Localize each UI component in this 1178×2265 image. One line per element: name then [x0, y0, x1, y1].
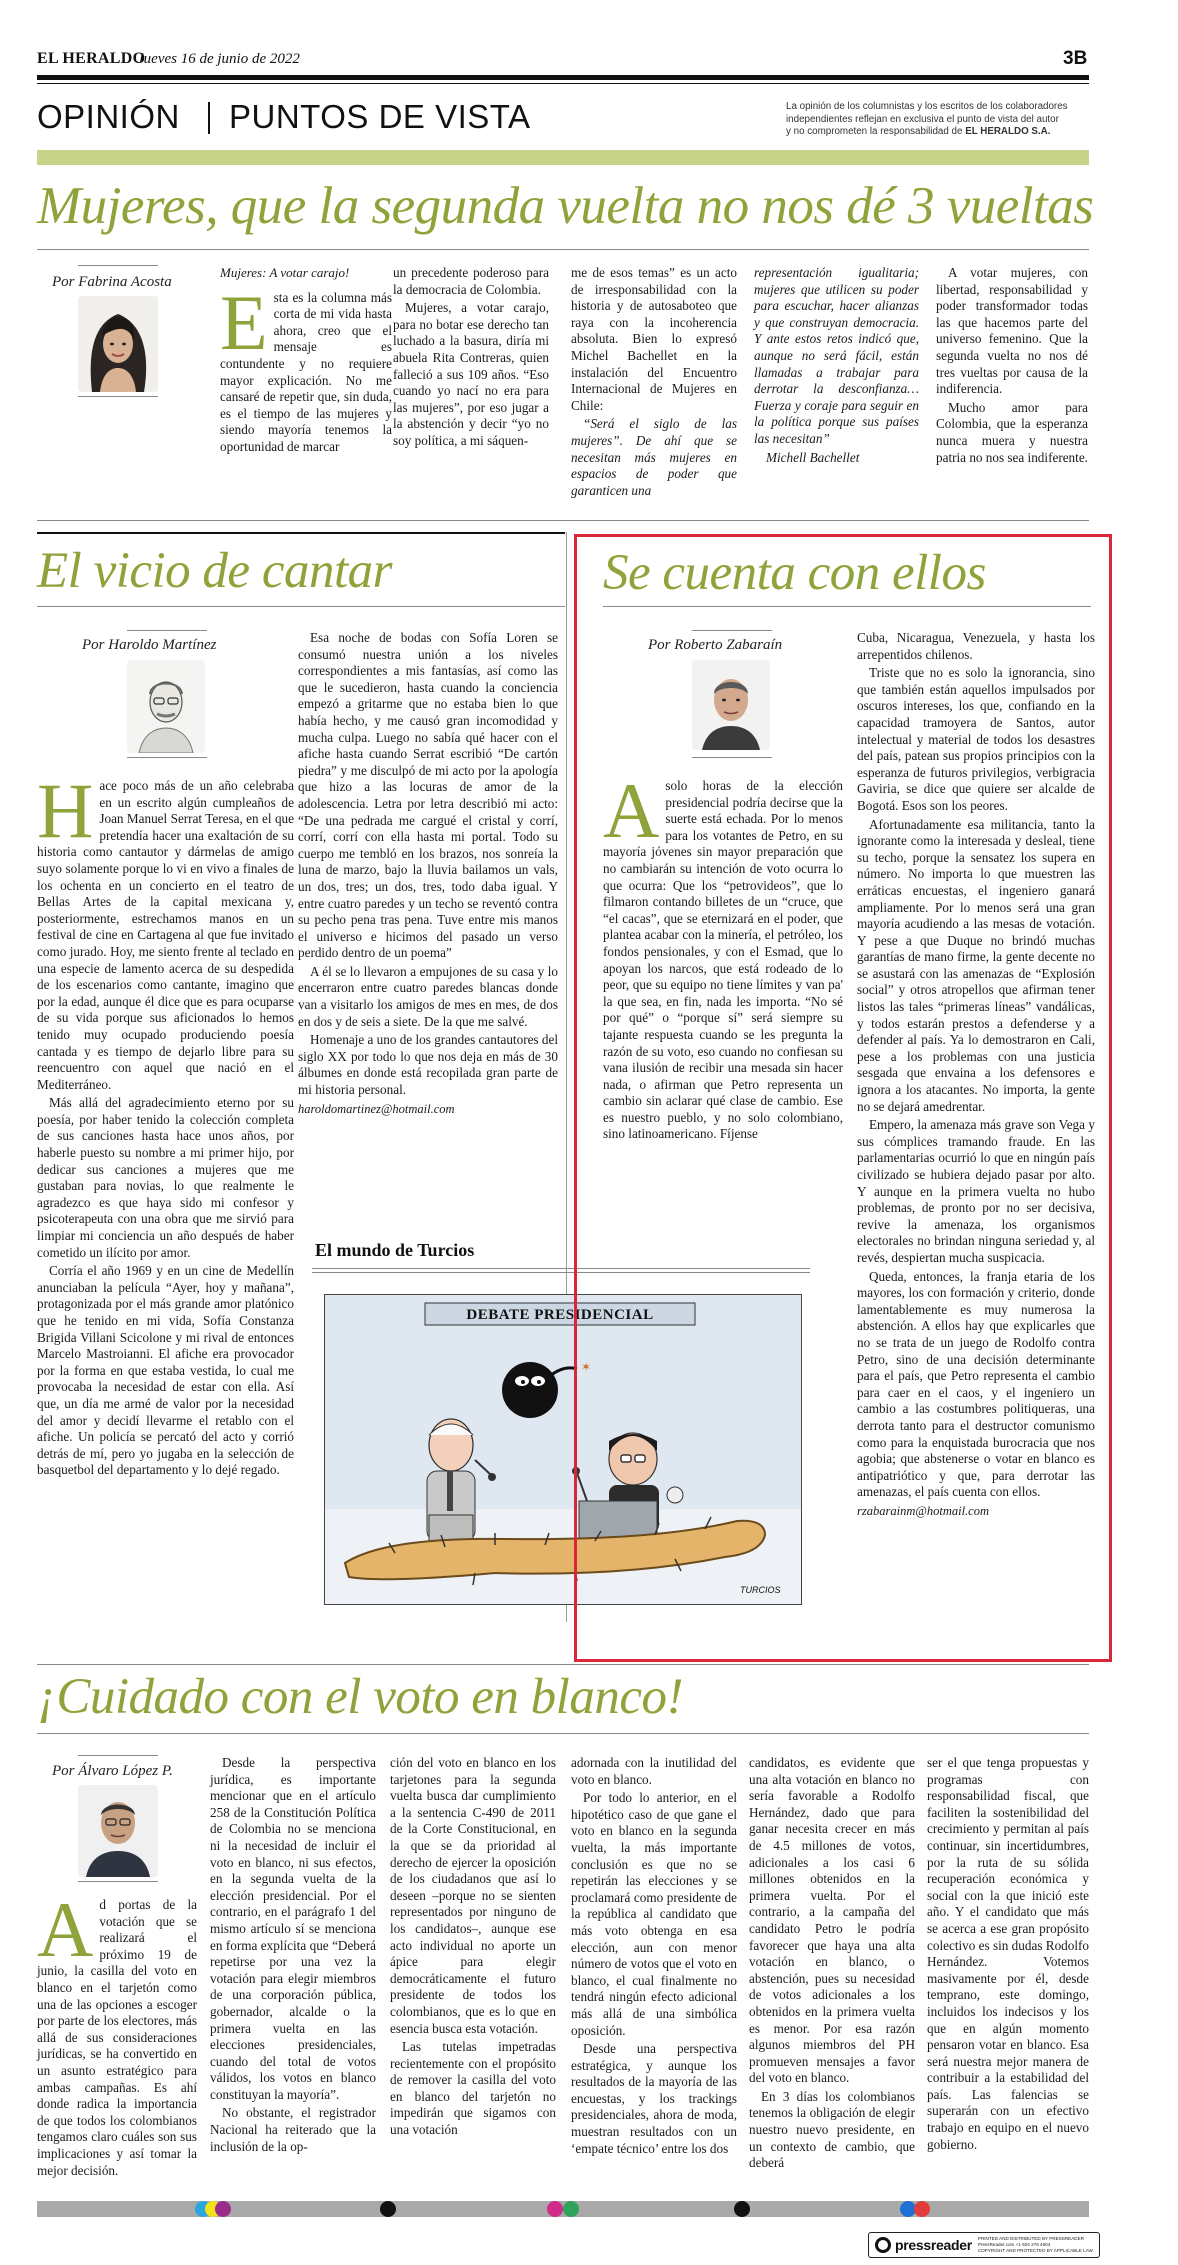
article4-col3-text-a: ción del voto en blanco en los tarjetones para la segunda vuelta busca dar cumplimiento a la sentencia C-490 de 2011 de la Corte Constitucional, en la que se da prioridad al derecho de ejercer la oposición de los ciudadanos que así lo deseen –porque no se sienten representados por ninguno de los candidatos–, aunque ese acto individual no aporte un ápice para elegir democráticamente el futuro presidente de todos los colombianos, que es lo que en esencia busca esta votación.: [390, 1755, 556, 2036]
article1-col5: [936, 265, 1088, 468]
article4-col5-text-b: En 3 días los colombianos tenemos la obligación de elegir nuestro nuevo presidente, en un contexto de cambio, que deberá: [749, 2088, 915, 2171]
article1-col2: [393, 265, 549, 452]
registration-dot-black-2: [734, 2201, 750, 2217]
article4-photo-rule: [78, 1881, 158, 1882]
article2-photo-rule: [127, 757, 207, 758]
article2-headline: El vicio de cantar: [37, 543, 392, 599]
page-number: 3B: [1063, 48, 1088, 69]
article1-col2-text-b: Mujeres, a votar carajo, para no botar ese derecho tan luchado a la basura, diría mi abuela Rita Contreras, quien falleció a sus 109 años. “Eso cuando yo nací no era para las mujeres”, por eso jugar a la abstención y decir “yo no soy política, a mi sáquen-: [393, 300, 549, 448]
article4-col5-text-a: candidatos, es evidente que una alta votación en blanco no sería favorable a Rodolfo Hernández, dado que para ganar necesita crecer en más de 4.5 millones de votos, adicionales a los casi 6 millones obtenidos en la primera vuelta. Por el contrario, a la campaña del candidato Petro le podría favorecer que haya una alta votación en blanco, o abstención, pues su necesidad de votos adicionales a los obtenidos en la primera vuelta es menor. Por esa razón algunos miembros del PH promueven mensajes a favor del voto en blanco.: [749, 1755, 915, 2086]
article4-col2-text-a: Desde la perspectiva jurídica, es importante mencionar que en el artículo 258 de la Constitución Política de Colombia no se menciona ni la necesidad de incluir el voto en blanco, ni sus efectos, en la segunda vuelta de la elección presidencial. Por el contrario, en el parágrafo 1 del mismo artículo sí se menciona en forma explícita que “Deberá repetirse por una vez la votación para elegir miembros de una corporación pública, gobernador, alcalde o la primera vuelta en las elecciones presidenciales, cuando del total de votos válidos, los votos en blanco constituyan la mayoría”.: [210, 1755, 376, 2102]
article3-byline-rule-top: [692, 630, 772, 631]
article4-col3: [390, 1755, 556, 2141]
article2-byline-rule-top: [127, 630, 207, 631]
woman-portrait-icon: [78, 296, 158, 392]
article1-dropcap: E: [220, 278, 268, 366]
article3-col2-text-e: Queda, entonces, la franja etaria de los mayores, los con formación y criterio, donde lamentablemente es muy numerosa la abstención. A ellos hay que explicarles que no se trata de un juego de Rodolfo contra Petro, sino de una decisión determinante para el país, que Petro representa el cambio para caer en el caos, y el ingeniero un cambio a las costumbres politiqueras, una derrota tanto para el destructor comunismo como para la enquistada burocracia que nos agobia; que abstenerse o votar en blanco es antipatriótico y que, para derrotar las amenazas, el país cuenta con ellos.: [857, 1268, 1095, 1500]
registration-dot-magenta: [215, 2201, 231, 2217]
article2-headline-rule: [37, 606, 565, 607]
article1-kicker: Mujeres: A votar carajo!: [220, 265, 350, 280]
article1-byline-rule-top: [78, 265, 158, 266]
article4-col2: [210, 1755, 376, 2157]
article4-dropcap: A: [37, 1886, 94, 1973]
masthead-date: Jueves 16 de junio de 2022: [137, 51, 300, 67]
article1-bottom-rule-bold: [37, 532, 565, 534]
article3-headline: Se cuenta con ellos: [603, 545, 986, 601]
pressreader-logo-icon: [875, 2237, 891, 2253]
svg-text:✶: ✶: [581, 1360, 592, 1374]
man-portrait-icon: [692, 660, 770, 750]
article3-email: rzabarainm@hotmail.com: [857, 1503, 989, 1518]
article4-col4: [571, 1755, 737, 2159]
article4-byline: Por Álvaro López P.: [52, 1763, 173, 1779]
section-title: OPINIÓN: [37, 98, 180, 135]
article3-dropcap: A: [603, 767, 660, 854]
article3-headline-rule: [603, 606, 1091, 607]
article2-col1: [37, 767, 294, 1481]
pressreader-footer: [868, 2232, 1100, 2258]
article3-col2: [857, 630, 1095, 1521]
article1-col3-text-a: me de esos temas” es un acto de irresponsabilidad con la historia y de autosaboteo que raya con la incoherencia absoluta. Bien lo expresó Michel Bachellet en la instalación del Encuentro Internacional de Mujeres en Chile:: [571, 265, 737, 413]
article1-col4-text-b: Michell Bachellet: [766, 449, 860, 465]
article3-col2-text-a: Cuba, Nicaragua, Venezuela, y hasta los arrepentidos chilenos.: [857, 630, 1095, 662]
article1-col3: [571, 265, 737, 501]
article2-col1-text-a: Hace poco más de un año celebraba en un escrito algún cumpleaños de Joan Manuel Serrat Teresa, en el que pretendía hacer una exaltación de su historia como cantautor y dármelas de amigo suyo solamente porque lo vi en vivo a finales de los ochenta en un concierto en el teatro de Bellas Artes de la capital mexicana y, posteriormente, estrechamos manos en un festival de cine en Cartagena al que fue invitado como jurado. Hoy, me siento frente al teclado en una especie de lamento acerca de su despedida de los escenarios como cantante, imagino que por la edad, aunque él dice que es para ocuparse de su vida porque sus aficionados lo hemos tenido muy ocupado produciendo poesía cantada y es tiempo de dejarlo libre para su reencuentro con aquel que nació en el Mediterráneo.: [37, 767, 294, 1092]
article4-byline-rule-top: [78, 1755, 158, 1756]
article3-col1-text: Asolo horas de la elección presidencial podría decirse que la suerte está echada. Por lo menos para los votantes de Petro, en su mayoría jóvenes sin mayor preparación que no cambiarán su intención de voto ocurra lo que ocurra: Que los “petrovideos”, que lo filmaron contando billetes de un “cruce, que “el cacas”, que se eternizará en el poder, que plantea acabar con la minería, el petróleo, los fondos pensionales, y con el Esmad, que lo apoyan los narcos, que está rodeado de lo peor, que su equipo no tiene límites y van pa' la que sea, en fin, nada les importa. “No sé por qué” o “porque sí” será siempre su tajante respuesta cuando se les pregunta la razón de su voto, eso cuando no confiesan su vana ilusión de recibir una mesada sin hacer nada, o afirman que Petro representa un cambio sin aclarar qué clase de cambio. Ese es nuestro pueblo, y no solo colombiano, sino latinoamericano. Fíjense: [603, 767, 843, 1142]
article1-author-photo: [78, 296, 158, 392]
header-rule-top-thin: [37, 83, 1089, 84]
cartoon-section-title: El mundo de Turcios: [315, 1240, 475, 1260]
registration-dot-magenta-2: [547, 2201, 563, 2217]
man-sketch-portrait-icon: [127, 660, 205, 753]
section-divider: [208, 102, 210, 134]
article4-top-rule: [37, 1664, 1089, 1665]
header-green-band: [37, 150, 1089, 165]
article1-col4-text-a: representación igualitaria; mujeres que utilicen su poder para escuchar, hacer alianzas y que construyan democracia. Y ante estos retos indicó que, aunque no será fácil, están llamadas a trabajar para derrotar la desconfianza… Fuerza y coraje para seguir en la política porque sus países las necesitan”: [754, 265, 919, 446]
article2-col2-text-c: Homenaje a uno de los grandes cantautores del siglo XX por todo lo que nos deja en más de 30 álbumes en donde está recopilada gran parte de mi historia personal.: [298, 1032, 558, 1098]
registration-dot-green: [563, 2201, 579, 2217]
article1-bottom-rule: [37, 520, 1089, 521]
article4-col6-text-a: ser el que tenga propuestas y programas con responsabilidad fiscal, que faciliten la sostenibilidad del crecimiento y permitan al país continuar, sin incertidumbres, por la ruta de su sólida recuperación económica y social con la que inició este año. Y el candidato que más se acerca a ese gran propósito colectivo es sin dudas Rodolfo Hernández. Votemos masivamente por él, desde temprano, este domingo, incluidos los indecisos y los que en algún momento pensaron votar en blanco. Esa será nuestra mejor manera de contribuir a la estabilidad del país. Las falencias se superarán con un efectivo trabajo en equipo en el nuevo gobierno.: [927, 1755, 1089, 2152]
registration-dot-red: [914, 2201, 930, 2217]
article2-dropcap: H: [37, 767, 94, 854]
registration-dot-black-1: [380, 2201, 396, 2217]
header-rule-top: [37, 75, 1089, 80]
article2-author-photo: [127, 660, 205, 753]
pressreader-line-3: COPYRIGHT AND PROTECTED BY APPLICABLE LAW: [977, 2248, 1093, 2253]
article4-col2-text-b: No obstante, el registrador Nacional ha reiterado que la inclusión de la op-: [210, 2105, 376, 2154]
disclaimer-line-1: La opinión de los columnistas y los escritos de los colaboradores: [786, 101, 1068, 112]
disclaimer: [786, 101, 1086, 139]
article1-col2-text-a: un precedente poderoso para la democracia de Colombia.: [393, 265, 549, 297]
article1-headline-rule: [37, 249, 1089, 250]
article1-col3-text-b: “Será el siglo de las mujeres”. De ahí que se necesitan más mujeres en espacios de poder que garanticen una: [571, 416, 737, 498]
article1-headline: Mujeres, que la segunda vuelta no nos dé 3 vueltas: [37, 177, 1094, 235]
article1-col5-text-b: Mucho amor para Colombia, que la esperanza nunca muera y nuestra patria no nos sea indiferente.: [936, 399, 1088, 465]
article3-byline: Por Roberto Zabaraín: [648, 637, 783, 653]
article4-col4-text-a: adornada con la inutilidad del voto en blanco.: [571, 1755, 737, 1787]
article2-byline: Por Haroldo Martínez: [82, 637, 217, 653]
article2-col2-text-a: Esa noche de bodas con Sofía Loren se consumó nuestra unión a los niveles correspondientes a mis fantasías, así como las que le sucedieron, hasta cuando la conciencia empezó a gritarme que no estaba bien lo que había hecho, y me causó gran incomodidad y mucha culpa. Luego no sabía qué hacer con el afiche hasta cuando Serrat escribió “De cartón piedra” y me disculpó de mi acto por la apología que hizo a las locuras de amor de la adolescencia. Letra por letra describió mi acto: “De una pedrada me cargué el cristal y corrí, corrí, corrí con ella hasta mi portal. Todo su cuerpo me tembló en los brazos, nos sonreía la luna de marzo, bajo la lluvia bailamos un vals, un dos, tres; un dos, tres, todo daba igual. Y entre cuatro paredes y un techo se reventó contra su pecho pena tras pena. Tuve entre mis manos el universo e hicimos del pasado un verso perdido dentro de un poema”: [298, 630, 558, 961]
article4-col6: [927, 1755, 1089, 2155]
article2-col1-text-b: Más allá del agradecimiento eterno por su poesía, por haber tenido la colección completa de sus canciones hasta hace unos años, por haberle puesto su nombre a mi primer hijo, por dedicar sus canciones a mujeres que me gustaban para novias, lo que realmente le agradezco es que haya sido mi confesor y psicoterapeuta con una obra que me sirvió para limpiar mi conciencia un año después de haber cometido un ilícito por amor.: [37, 1095, 294, 1260]
cartoon-signature: TURCIOS: [740, 1585, 781, 1595]
article1-byline: Por Fabrina Acosta: [52, 274, 172, 290]
article3-photo-rule: [692, 757, 772, 758]
article4-headline-rule: [37, 1733, 1089, 1734]
article4-col4-text-c: Desde una perspectiva estratégica, y aunque los resultados de la mayoría de las encuestas, y los trackings presidenciales, ahora de moda, muestran resultados con un ‘empate técnico’ entre los dos: [571, 2041, 737, 2156]
cartoon-banner: DEBATE PRESIDENCIAL: [466, 1307, 654, 1323]
pressreader-line-2: PressReader.com +1 604 278 4604: [977, 2242, 1051, 2247]
article1-col4: [754, 265, 919, 468]
pressreader-info: [978, 2236, 1093, 2254]
pressreader-logo: pressreader: [895, 2237, 972, 2253]
article3-col2-text-b: Triste que no es solo la ignorancia, sino que también están aquellos impulsados por oscuros intereses, los que, confiando en la capacidad tramoyera de Santos, autor intelectual y material de todos los desastres del país, patean sus propios principios con la esperanza de futuros privilegios, verbigracia Gaviria, se dice que quiere ser alcalde de Bogotá. Esos son los peores.: [857, 665, 1095, 813]
article4-col4-text-b: Por todo lo anterior, en el hipotético caso de que gane el voto en blanco en la segunda vuelta, la más importante conclusión es que no se repetirán las elecciones y se proclamará como presidente de la república al candidato que más voto obtenga en esa elección, aun con menor número de votos que el voto en blanco, el cual finalmente no tendrá ningún efecto adicional más allá de una simbólica oposición.: [571, 1790, 737, 2038]
article4-col5: [749, 1755, 915, 2174]
article3-col2-text-d: Empero, la amenaza más grave son Vega y sus cómplices tramando fraude. En las parlamentarias ocurrió lo que en ningún país civilizado se hubiera dejado pasar por alto. Y aunque en la primera vuelta no hubo problemas, de pronto por no ser decisiva, revive la amenaza, los organismos electorales no brindan ninguna seriedad y, al revés, despiertan mucha suspicacia.: [857, 1117, 1095, 1265]
article3-author-photo: [692, 660, 770, 750]
article2-col2-text-b: A él se lo llevaron a empujones de su casa y lo encerraron entre cuatro paredes blancas donde van a visitarlo los amigos de mes en mes, de dos en dos y de seis a siete. De la que me salvé.: [298, 963, 558, 1029]
masthead-paper: EL HERALDO: [37, 50, 146, 67]
subsection-title: PUNTOS DE VISTA: [229, 98, 531, 135]
article1-col1: [220, 265, 392, 458]
man-portrait-icon: [78, 1785, 158, 1877]
disclaimer-line-3: y no comprometen la responsabilidad de: [786, 126, 963, 137]
article3-col2-text-c: Afortunadamente esa militancia, tanto la ignorante como la interesada y desleal, tiene su techo, porque la sensatez los supera en número. No importa lo que muestren las erráticas encuestas, el ingeniero ganará ampliamente. Por lo menos será una gran mayoría acudiendo a las mesas de votación. Y pese a que Duque no brindó muchas garantías de mano firme, la gente decente no se asustará con las amenazas de “Explosión social” y otros atropellos que afirman tener listos las tales “primeras líneas” vandálicas, y todos estarán prestos a defenderse y a defender al país. Ya lo demostraron en Cali, pese a los problemas con una justicia sesgada que envaina a los defensores e ignora a los atacantes. No importa, la gente no se dejará amedrentar.: [857, 816, 1095, 1114]
article2-email: haroldomartinez@hotmail.com: [298, 1101, 455, 1116]
article3-col1: [603, 767, 843, 1145]
article4-col1: [37, 1886, 197, 2181]
article4-author-photo: [78, 1785, 158, 1877]
article2-col1-text-c: Corría el año 1969 y en un cine de Medellín anunciaban la película “Ayer, hoy y mañana”, protagonizada por el más grande amor platónico que he tenido en mi vida, Sofía Constanza Brigida Villani Scicolone y mi rival de entonces Marcelo Mastroianni. El afiche era provocador por la forma en que estaba vestida, lo cual me provocaba la necesidad de estar con ella. Así que, un día me armé de valor por la necesidad del amor y decidí llevarme el retablo con el afiche. Un policía se percató del acto y corrió detrás de mí, pero yo jugaba en la selección de basquetbol del departamento y lo dejé regado.: [37, 1263, 294, 1478]
pressreader-line-1: PRINTED AND DISTRIBUTED BY PRESSREADER: [977, 2236, 1084, 2241]
article4-headline: ¡Cuidado con el voto en blanco!: [37, 1669, 683, 1725]
article1-col5-text-a: A votar mujeres, con libertad, responsabilidad y poder transformador todas las que hacemos parte del universo femenino. Que la segunda vuelta no nos dé tres vueltas por causa de la indiferencia.: [936, 265, 1088, 397]
disclaimer-brand: EL HERALDO S.A.: [965, 126, 1051, 137]
article1-photo-rule: [78, 396, 158, 397]
article2-col2: [298, 630, 558, 1119]
disclaimer-line-2: independientes reflejan en exclusiva el punto de vista del autor: [786, 113, 1059, 125]
article4-col1-text: Ad portas de la votación que se realizará el próximo 19 de junio, la casilla del voto en blanco en el tarjetón como una de las opciones a escoger por parte de los electores, más allá de sus consideraciones jurídicas, se ha convertido en un asunto estratégico para ambas campañas. Es ahí donde radica la importancia de que todos los colombianos tengamos claro cuáles son sus implicaciones y así tomar la mejor decisión.: [37, 1886, 197, 2178]
article4-col3-text-b: Las tutelas impetradas recientemente con el propósito de remover la casilla del voto en blanco del tarjetón no impedirán que sigamos con una votación: [390, 2039, 556, 2138]
article1-col1-text: Esta es la columna más corta de mi vida hasta ahora, creo que el mensaje es contundente y no requiere mayor explicación. No me cansaré de repetir que, sin duda, es el tiempo de las mujeres y siendo mayoría tenemos la oportunidad de marcar: [220, 278, 392, 454]
